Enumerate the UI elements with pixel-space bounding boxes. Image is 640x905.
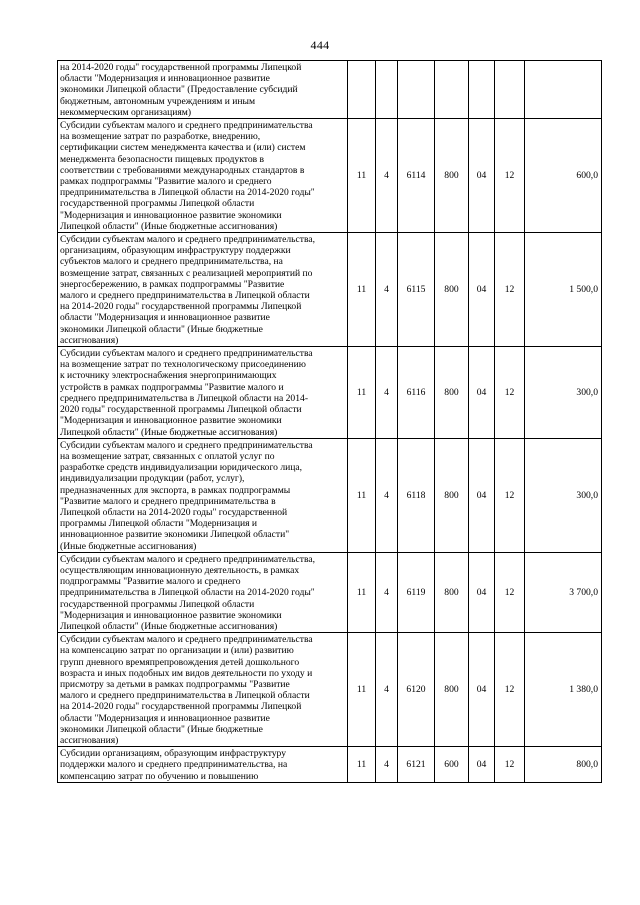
description-line: субъектов малого и среднего предпринимательства, на: [60, 256, 283, 268]
description-line: предпринимательства в Липецкой области на 2014-2020 годы": [60, 187, 315, 199]
code-expense-type: 800: [435, 233, 469, 347]
description-line: малого и среднего предпринимательства в Липецкой области: [60, 690, 310, 702]
description-line: разработке средств индивидуализации юридического лица,: [60, 462, 303, 474]
code-subdivision: 12: [495, 119, 525, 233]
description-line: на возмещение затрат, связанных с оплатой услуг по: [60, 450, 275, 462]
table-row: [58, 633, 602, 747]
description-line: к источнику электроснабжения энергопринимающих: [60, 370, 277, 382]
description-line: государственной программы Липецкой области: [60, 598, 255, 610]
description-line: сертификации систем менеджмента качества и (или) систем: [60, 142, 306, 154]
description-line: Субсидии субъектам малого и среднего предпринимательства: [60, 348, 313, 360]
description-line: "Модернизация и инновационное развитие экономики: [60, 415, 282, 427]
code-article: 6119: [398, 552, 435, 632]
code-division: [469, 61, 495, 119]
description-line: на 2014-2020 годы" государственной программы Липецкой: [60, 62, 302, 73]
code-article: 6115: [398, 233, 435, 347]
code-expense-type: 800: [435, 552, 469, 632]
row-description: [58, 119, 348, 233]
description-line: осуществляющим инновационную деятельность, в рамках: [60, 564, 300, 576]
description-line: возраста и иных подобных им видов деятельности по уходу и: [60, 667, 313, 679]
table-row: [58, 438, 602, 552]
description-line: "Развитие малого и среднего предпринимательства в: [60, 495, 276, 507]
code-ministry: 11: [348, 347, 376, 439]
code-section: 4: [376, 747, 398, 783]
code-article: 6121: [398, 747, 435, 783]
description-line: Субсидии субъектам малого и среднего предпринимательства: [60, 120, 313, 132]
code-article: [398, 61, 435, 119]
table-row: [58, 552, 602, 632]
table-row: [58, 233, 602, 347]
row-description: [58, 552, 348, 632]
description-line: на 2014-2020 годы" государственной программы Липецкой: [60, 701, 302, 713]
code-division: 04: [469, 633, 495, 747]
code-ministry: 11: [348, 438, 376, 552]
description-line: "Модернизация и инновационное развитие экономики: [60, 209, 282, 221]
description-line: программы Липецкой области "Модернизация и: [60, 518, 258, 530]
code-division: 04: [469, 747, 495, 783]
code-expense-type: 800: [435, 347, 469, 439]
table-row: [58, 347, 602, 439]
description-line: менеджмента безопасности пищевых продуктов в: [60, 153, 265, 165]
description-line: инновационное развитие экономики Липецкой области": [60, 529, 290, 541]
code-expense-type: 800: [435, 119, 469, 233]
description-line: экономики Липецкой области" (Предоставление субсидий: [60, 84, 298, 96]
code-expense-type: 800: [435, 438, 469, 552]
description-line: Липецкой области на 2014-2020 годы" государственной: [60, 506, 288, 518]
code-subdivision: 12: [495, 747, 525, 783]
code-ministry: 11: [348, 119, 376, 233]
description-line: области "Модернизация и инновационное развитие: [60, 73, 270, 85]
description-line: экономики Липецкой области" (Иные бюджетные: [60, 323, 263, 335]
code-section: [376, 61, 398, 119]
description-line: 2020 годы" государственной программы Липецкой области: [60, 404, 302, 416]
description-line: устройств в рамках подпрограммы "Развитие малого и: [60, 381, 284, 393]
code-article: 6118: [398, 438, 435, 552]
code-section: 4: [376, 438, 398, 552]
code-ministry: 11: [348, 633, 376, 747]
description-line: рамках подпрограммы "Развитие малого и среднего: [60, 176, 272, 188]
description-line: предпринимательства в Липецкой области на 2014-2020 годы": [60, 587, 315, 599]
description-line: Липецкой области" (Иные бюджетные ассигнования): [60, 220, 278, 232]
code-division: 04: [469, 119, 495, 233]
amount-cell: 3 700,0: [525, 552, 602, 632]
description-line: организациям, образующим инфраструктуру поддержки: [60, 245, 291, 257]
amount-cell: 600,0: [525, 119, 602, 233]
code-division: 04: [469, 233, 495, 347]
description-line: Субсидии субъектам малого и среднего предпринимательства: [60, 634, 313, 646]
code-article: 6120: [398, 633, 435, 747]
description-line: Субсидии субъектам малого и среднего предпринимательства: [60, 439, 313, 451]
description-line: бюджетным, автономным учреждениям и иным: [60, 95, 256, 107]
amount-cell: 300,0: [525, 347, 602, 439]
table-row: [58, 61, 602, 119]
description-line: компенсацию затрат по обучению и повышению: [60, 770, 259, 782]
amount-cell: 300,0: [525, 438, 602, 552]
description-line: на возмещение затрат по технологическому присоединению: [60, 359, 306, 371]
description-line: Субсидии организациям, образующим инфраструктуру: [60, 748, 287, 760]
code-subdivision: 12: [495, 552, 525, 632]
description-line: "Модернизация и инновационное развитие экономики: [60, 609, 282, 621]
code-section: 4: [376, 233, 398, 347]
description-line: некоммерческим организациям): [60, 106, 192, 118]
code-expense-type: [435, 61, 469, 119]
description-line: индивидуализации продукции (работ, услуг),: [60, 473, 245, 485]
code-expense-type: 800: [435, 633, 469, 747]
code-division: 04: [469, 438, 495, 552]
description-line: (Иные бюджетные ассигнования): [60, 540, 197, 552]
description-line: на 2014-2020 годы" государственной программы Липецкой: [60, 301, 302, 313]
description-line: малого и среднего предпринимательства в Липецкой области: [60, 290, 310, 302]
description-line: возмещение затрат, связанных с реализацией мероприятий по: [60, 267, 313, 279]
table-body: [58, 61, 602, 783]
table-row: [58, 119, 602, 233]
code-ministry: 11: [348, 552, 376, 632]
code-expense-type: 600: [435, 747, 469, 783]
description-line: экономики Липецкой области" (Иные бюджетные: [60, 723, 263, 735]
code-subdivision: 12: [495, 633, 525, 747]
description-line: Липецкой области" (Иные бюджетные ассигнования): [60, 620, 278, 632]
code-section: 4: [376, 633, 398, 747]
row-description: [58, 633, 348, 747]
description-line: среднего предпринимательства в Липецкой области на 2014-: [60, 392, 309, 404]
description-line: области "Модернизация и инновационное развитие: [60, 712, 270, 724]
row-description: [58, 347, 348, 439]
code-division: 04: [469, 552, 495, 632]
code-ministry: 11: [348, 233, 376, 347]
description-line: государственной программы Липецкой области: [60, 198, 255, 210]
amount-cell: 1 500,0: [525, 233, 602, 347]
description-line: на возмещение затрат по разработке, внедрению,: [60, 131, 261, 143]
description-line: присмотру за детьми в рамках подпрограммы "Развитие: [60, 678, 290, 690]
description-line: Субсидии субъектам малого и среднего предпринимательства,: [60, 553, 316, 565]
code-section: 4: [376, 347, 398, 439]
code-article: 6114: [398, 119, 435, 233]
description-line: области "Модернизация и инновационное развитие: [60, 312, 270, 324]
code-subdivision: [495, 61, 525, 119]
amount-cell: 1 380,0: [525, 633, 602, 747]
description-line: соответствии с требованиями международных стандартов в: [60, 164, 305, 176]
description-line: предназначенных для экспорта, в рамках подпрограммы: [60, 484, 291, 496]
amount-cell: [525, 61, 602, 119]
code-article: 6116: [398, 347, 435, 439]
row-description: [58, 747, 348, 783]
code-section: 4: [376, 552, 398, 632]
row-description: [58, 438, 348, 552]
row-description: [58, 233, 348, 347]
code-subdivision: 12: [495, 438, 525, 552]
code-division: 04: [469, 347, 495, 439]
description-line: ассигнования): [60, 734, 119, 746]
description-line: Субсидии субъектам малого и среднего предпринимательства,: [60, 234, 316, 246]
description-line: энергосбережению, в рамках подпрограммы "Развитие: [60, 278, 285, 290]
table-row: [58, 747, 602, 783]
description-line: ассигнования): [60, 334, 119, 346]
code-section: 4: [376, 119, 398, 233]
code-ministry: 11: [348, 747, 376, 783]
amount-cell: 800,0: [525, 747, 602, 783]
description-line: поддержки малого и среднего предпринимательства, на: [60, 759, 288, 771]
row-description: [58, 61, 348, 119]
code-subdivision: 12: [495, 233, 525, 347]
description-line: Липецкой области" (Иные бюджетные ассигнования): [60, 426, 278, 438]
description-line: групп дневного времяпрепровождения детей дошкольного: [60, 656, 300, 668]
code-ministry: [348, 61, 376, 119]
description-line: подпрограммы "Развитие малого и среднего: [60, 576, 241, 588]
description-line: на компенсацию затрат по организации и (или) развитию: [60, 645, 294, 657]
code-subdivision: 12: [495, 347, 525, 439]
budget-table: [57, 60, 602, 783]
page-number: 444: [310, 38, 330, 52]
